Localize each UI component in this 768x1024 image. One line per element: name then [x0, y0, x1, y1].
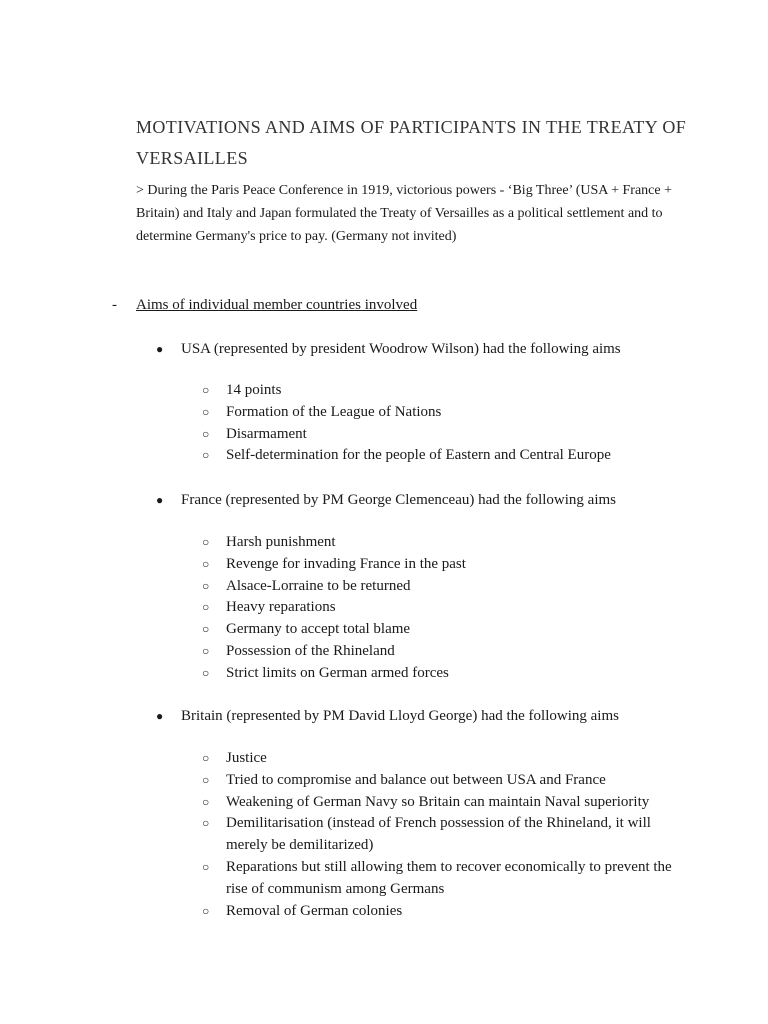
list-item — [200, 380, 680, 402]
circle-bullet-icon: ○ — [202, 903, 210, 918]
document-title: MOTIVATIONS AND AIMS OF PARTICIPANTS IN THE TREATY OF VERSAILLES — [136, 117, 687, 168]
list-item — [200, 532, 680, 554]
list-item — [200, 402, 680, 424]
aim-text: Germany to accept total blame — [226, 621, 411, 638]
aim-text: Removal of German colonies — [226, 902, 403, 919]
list-item — [200, 597, 680, 619]
circle-bullet-icon: ○ — [202, 772, 210, 787]
list-item — [200, 619, 680, 641]
list-item — [200, 857, 680, 901]
circle-bullet-icon: ○ — [202, 556, 210, 571]
circle-bullet-icon: ○ — [202, 383, 210, 397]
aim-text: Reparations but still allowing them to recover economically to prevent the rise of communism among Germans — [226, 858, 672, 897]
circle-bullet-icon: ○ — [202, 535, 210, 549]
aim-text: Weakening of German Navy so Britain can maintain Naval superiority — [226, 793, 650, 810]
bullet-icon: ● — [156, 342, 164, 356]
list-item — [200, 663, 680, 685]
aim-text: Justice — [226, 750, 267, 766]
britain-aims-list — [200, 748, 680, 922]
circle-bullet-icon: ○ — [202, 859, 210, 874]
list-item — [200, 424, 680, 446]
aim-text: 14 points — [226, 382, 282, 398]
country-label: Britain (represented by PM David Lloyd George) had the following aims — [181, 708, 619, 724]
aim-text: Possession of the Rhineland — [226, 642, 395, 659]
list-item — [200, 445, 680, 467]
list-item — [200, 641, 680, 663]
aim-text: Alsace-Lorraine to be returned — [226, 577, 411, 594]
france-aims-list — [200, 532, 680, 685]
aim-text: Tried to compromise and balance out between USA and France — [226, 771, 606, 788]
circle-bullet-icon: ○ — [202, 794, 210, 809]
aim-text: Self-determination for the people of Eastern and Central Europe — [226, 447, 611, 464]
circle-bullet-icon: ○ — [202, 816, 210, 831]
list-item — [200, 554, 680, 576]
aim-text: Demilitarisation (instead of French possession of the Rhineland, it will merely be demilitarized) — [226, 815, 651, 854]
circle-bullet-icon: ○ — [202, 643, 210, 658]
intro-paragraph: > During the Paris Peace Conference in 1919, victorious powers - ‘Big Three’ (USA + France + Britain) and Italy and Japan formulated the Treaty of Versailles as a political settlement and to determine Germany's price to pay. (Germany not invited) — [136, 183, 672, 244]
circle-bullet-icon: ○ — [202, 665, 210, 680]
bullet-icon: ● — [156, 709, 164, 723]
dash-marker: - — [112, 297, 117, 313]
aim-text: Formation of the League of Nations — [226, 403, 442, 420]
aim-text: Strict limits on German armed forces — [226, 664, 449, 681]
list-item — [200, 901, 680, 923]
aim-text: Revenge for invading France in the past — [226, 555, 466, 572]
aim-text: Harsh punishment — [226, 534, 336, 550]
country-label: USA (represented by president Woodrow Wilson) had the following aims — [181, 341, 621, 357]
list-item — [200, 770, 680, 792]
list-item — [200, 813, 680, 857]
circle-bullet-icon: ○ — [202, 404, 210, 419]
list-item — [200, 748, 680, 770]
country-label: France (represented by PM George Clemenceau) had the following aims — [181, 492, 616, 508]
aim-text: Heavy reparations — [226, 599, 336, 616]
bullet-icon: ● — [156, 493, 164, 507]
section-heading-text: Aims of individual member countries involved — [136, 297, 418, 313]
circle-bullet-icon: ○ — [202, 600, 210, 615]
circle-bullet-icon: ○ — [202, 426, 210, 441]
list-item — [200, 792, 680, 814]
list-item — [200, 576, 680, 598]
usa-aims-list — [200, 380, 680, 467]
aim-text: Disarmament — [226, 425, 307, 442]
circle-bullet-icon: ○ — [202, 751, 210, 765]
circle-bullet-icon: ○ — [202, 578, 210, 593]
circle-bullet-icon: ○ — [202, 448, 210, 463]
circle-bullet-icon: ○ — [202, 622, 210, 637]
